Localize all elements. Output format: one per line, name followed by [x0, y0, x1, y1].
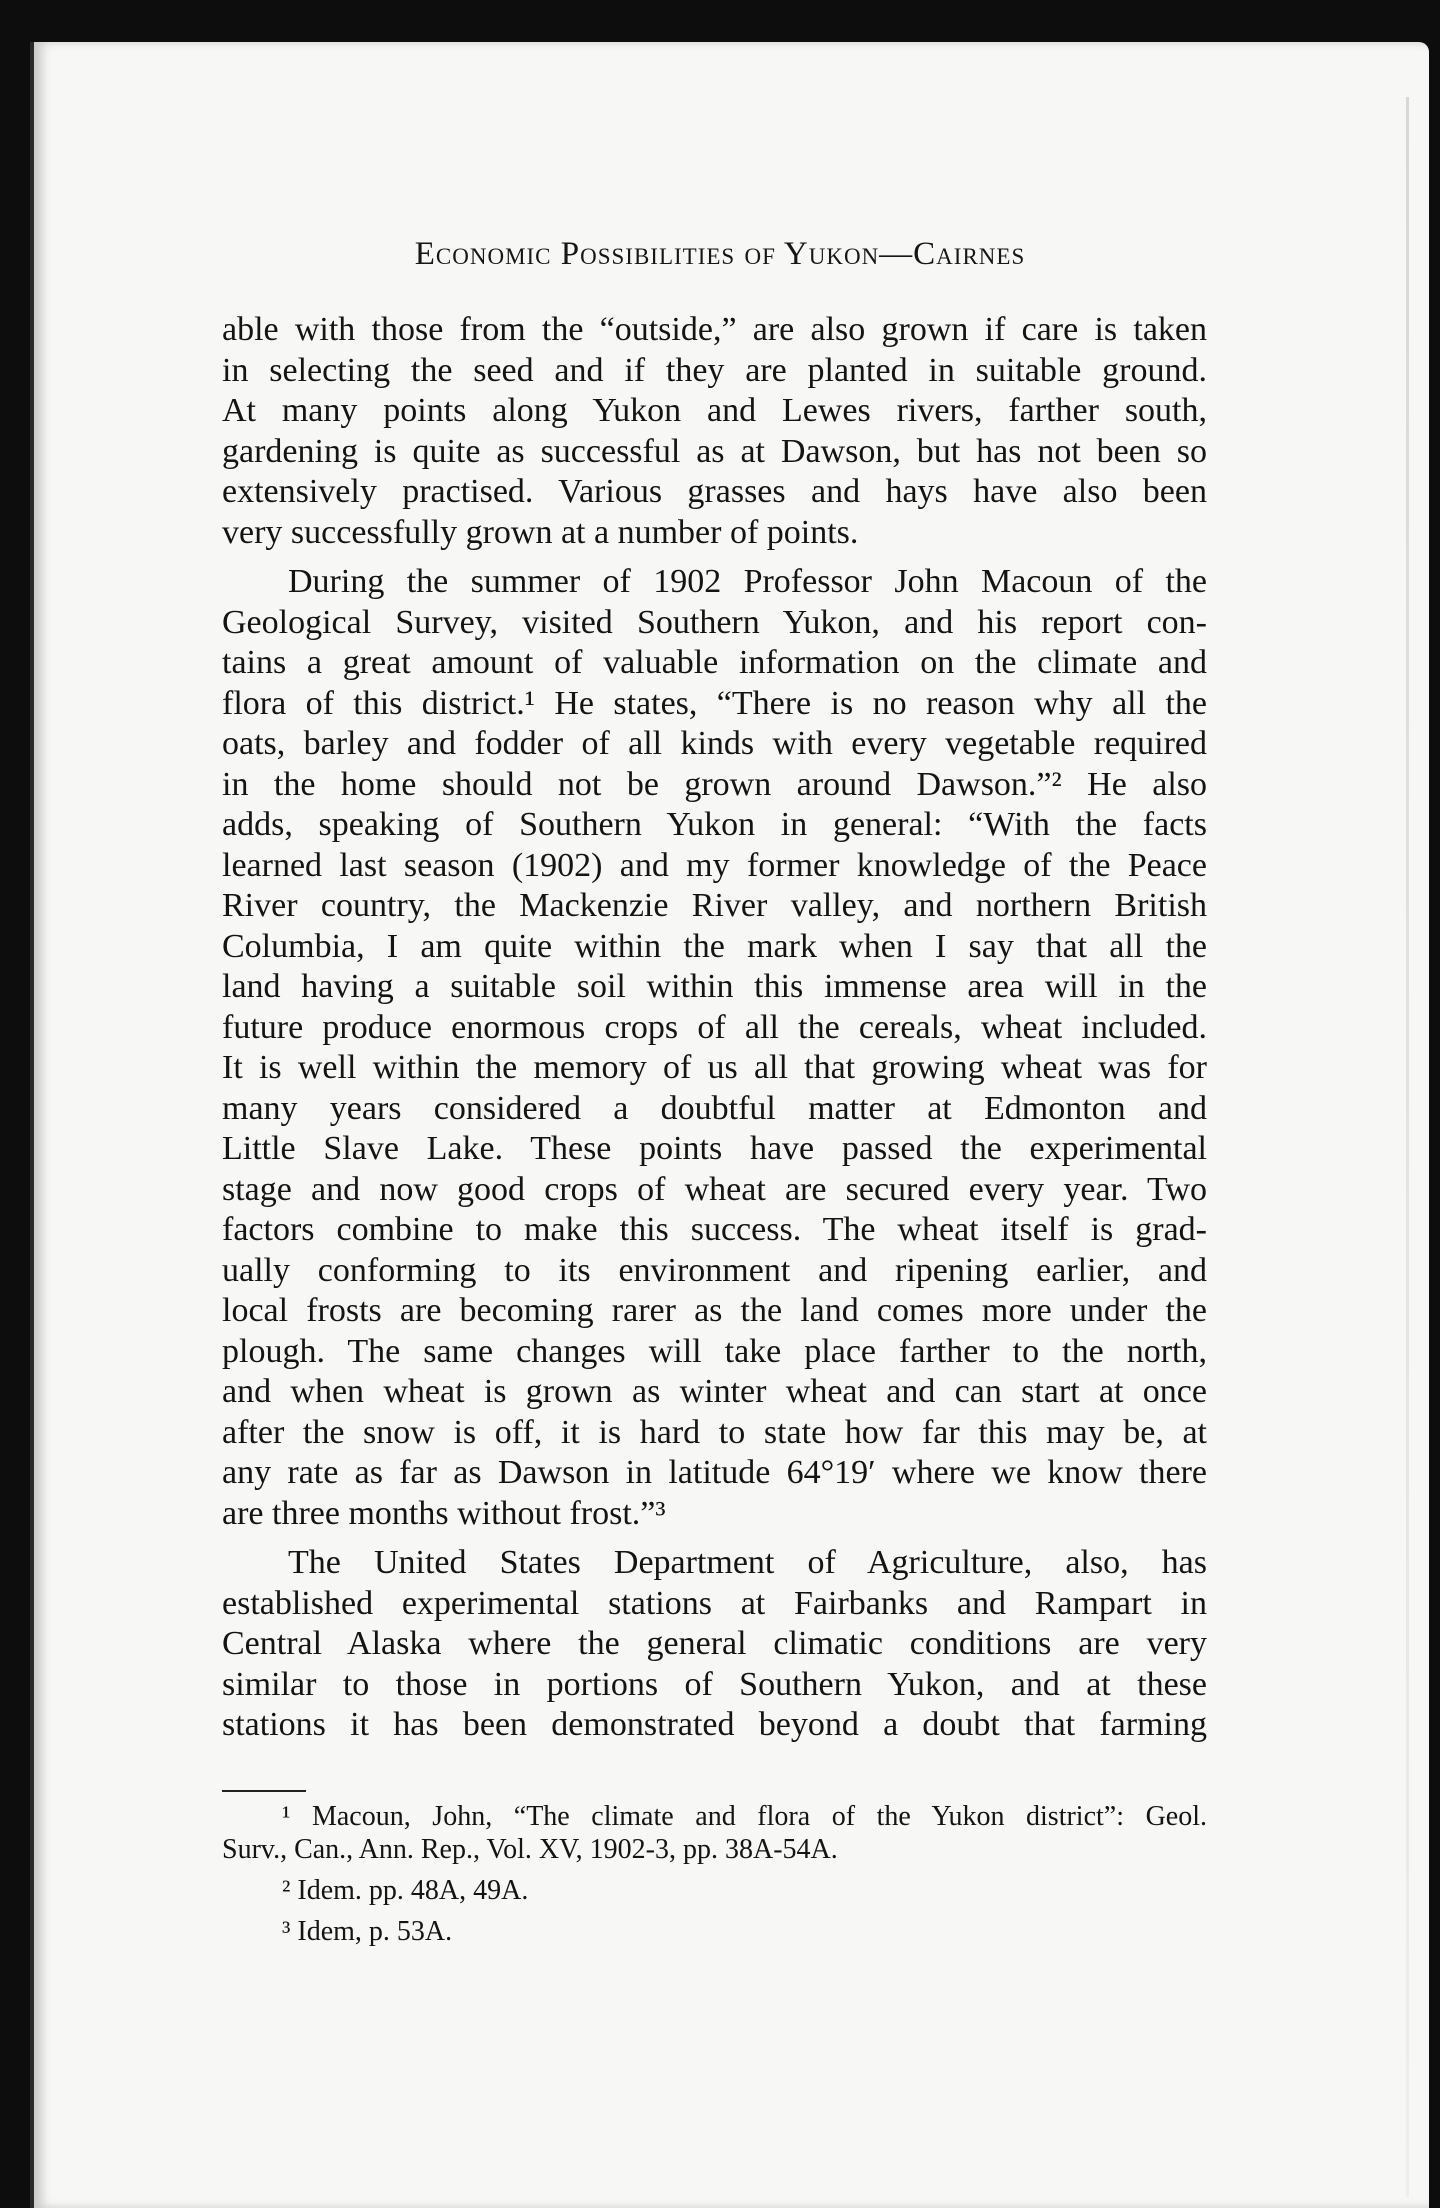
text-line: factors combine to make this success. The wheat itself is grad- — [222, 1211, 1207, 1248]
text-line: ually conforming to its environment and ripening earlier, and — [222, 1251, 1207, 1289]
text-line: future produce enormous crops of all the cereals, wheat included. — [222, 1008, 1207, 1046]
text-line: plough. The same changes will take place farther to the north, — [222, 1332, 1207, 1370]
text-line: Central Alaska where the general climatic conditions are very — [222, 1625, 1207, 1662]
text-line: adds, speaking of Southern Yukon in general: “With the facts — [222, 806, 1207, 843]
text-line: similar to those in portions of Southern Yukon, and at these — [222, 1665, 1207, 1703]
footnote-1-line-1: ¹ Macoun, John, “The climate and flora of the Yukon district”: Geol. — [282, 1801, 1207, 1832]
body-text — [222, 310, 1207, 1746]
text-line: after the snow is off, it is hard to state how far this may be, at — [222, 1413, 1207, 1451]
text-line: local frosts are becoming rarer as the land comes more under the — [222, 1292, 1207, 1329]
footnote-2: ² Idem. pp. 48A, 49A. — [282, 1875, 529, 1906]
footnote-3: ³ Idem, p. 53A. — [282, 1916, 453, 1947]
paragraph-3 — [222, 1543, 1207, 1746]
footnote-rule — [222, 1790, 306, 1792]
text-line: tains a great amount of valuable information on the climate and — [222, 644, 1207, 681]
text-line: Geological Survey, visited Southern Yukon, and his report con- — [222, 603, 1207, 641]
text-line: very successfully grown at a number of points. — [222, 513, 859, 551]
page-edge — [1406, 97, 1409, 2197]
paragraph-1 — [222, 310, 1207, 553]
text-line: stations it has been demonstrated beyond a doubt that farming — [222, 1706, 1207, 1743]
text-line: land having a suitable soil within this immense area will in the — [222, 968, 1207, 1005]
text-line: any rate as far as Dawson in latitude 64°19′ where we know there — [222, 1454, 1207, 1491]
running-head: Economic Possibilities of Yukon—Cairnes — [414, 236, 1026, 272]
text-line: in selecting the seed and if they are planted in suitable ground. — [222, 351, 1207, 389]
text-line: extensively practised. Various grasses and hays have also been — [222, 473, 1207, 510]
paragraph-2 — [222, 562, 1207, 1534]
text-line: established experimental stations at Fairbanks and Rampart in — [222, 1584, 1207, 1622]
text-line: stage and now good crops of wheat are secured every year. Two — [222, 1170, 1207, 1208]
text-line: At many points along Yukon and Lewes rivers, farther south, — [222, 392, 1207, 429]
text-line: in the home should not be grown around Dawson.”² He also — [222, 765, 1207, 803]
text-line: River country, the Mackenzie River valley, and northern British — [222, 887, 1207, 924]
text-line: It is well within the memory of us all that growing wheat was for — [222, 1049, 1207, 1086]
text-line: flora of this district.¹ He states, “There is no reason why all the — [222, 684, 1207, 722]
text-line: able with those from the “outside,” are also grown if care is taken — [222, 311, 1207, 348]
text-line: gardening is quite as successful as at Dawson, but has not been so — [222, 432, 1207, 470]
text-line: learned last season (1902) and my former knowledge of the Peace — [222, 846, 1207, 884]
footnotes — [222, 1790, 1207, 1948]
text-line: and when wheat is grown as winter wheat and can start at once — [222, 1373, 1207, 1410]
text-line: many years considered a doubtful matter at Edmonton and — [222, 1089, 1207, 1127]
text-line: are three months without frost.”³ — [222, 1494, 666, 1532]
text-line: oats, barley and fodder of all kinds with every vegetable required — [222, 725, 1207, 762]
text-line: The United States Department of Agriculture, also, has — [288, 1544, 1207, 1581]
text-line: During the summer of 1902 Professor John Macoun of the — [288, 563, 1207, 600]
text-line: Columbia, I am quite within the mark when I say that all the — [222, 927, 1207, 965]
footnote-1-line-2: Surv., Can., Ann. Rep., Vol. XV, 1902-3, pp. 38A-54A. — [222, 1834, 838, 1865]
text-line: Little Slave Lake. These points have passed the experimental — [222, 1130, 1207, 1167]
